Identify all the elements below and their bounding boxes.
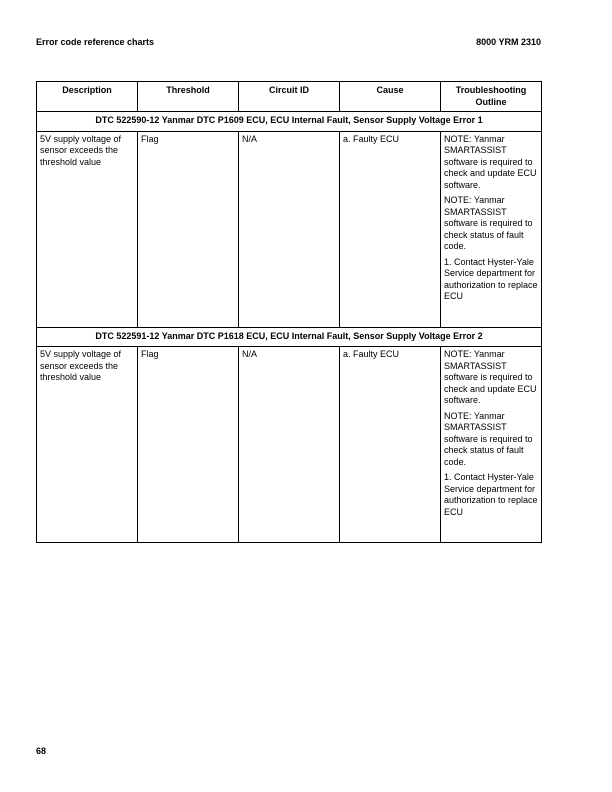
circuit-id-cell: N/A: [239, 347, 340, 543]
description-cell: 5V supply voltage of sensor exceeds the threshold value: [37, 131, 138, 327]
table-row: [37, 131, 542, 327]
troubleshooting-outline-cell: [441, 347, 542, 543]
description-cell: 5V supply voltage of sensor exceeds the threshold value: [37, 347, 138, 543]
outline-note: NOTE: Yanmar SMARTASSIST software is required to check status of fault code.: [444, 195, 533, 251]
outline-step: 1. Contact Hyster-Yale Service department for authorization to replace ECU: [444, 256, 538, 301]
dtc-title-row: [37, 327, 542, 347]
column-header-cause: Cause: [340, 82, 441, 112]
column-header-threshold: Threshold: [138, 82, 239, 112]
outline-step: 1. Contact Hyster-Yale Service department for authorization to replace ECU: [444, 472, 538, 517]
dtc-title: DTC 522591-12 Yanmar DTC P1618 ECU, ECU Internal Fault, Sensor Supply Voltage Error 2: [37, 327, 542, 347]
dtc-title-row: [37, 112, 542, 132]
threshold-cell: Flag: [138, 347, 239, 543]
column-header-description: Description: [37, 82, 138, 112]
column-header-troubleshooting-outline: Troubleshooting Outline: [441, 82, 542, 112]
page-number: 68: [36, 746, 47, 756]
outline-note: NOTE: Yanmar SMARTASSIST software is required to check and update ECU software.: [444, 349, 537, 405]
error-code-table: [36, 81, 542, 543]
circuit-id-cell: N/A: [239, 131, 340, 327]
outline-note: NOTE: Yanmar SMARTASSIST software is required to check and update ECU software.: [444, 133, 537, 190]
dtc-title: DTC 522590-12 Yanmar DTC P1609 ECU, ECU Internal Fault, Sensor Supply Voltage Error 1: [37, 112, 542, 132]
running-header-doc-number: 8000 YRM 2310: [476, 37, 541, 47]
cause-cell: a. Faulty ECU: [340, 131, 441, 327]
table-row: [37, 347, 542, 543]
troubleshooting-outline-cell: [441, 131, 542, 327]
threshold-cell: Flag: [138, 131, 239, 327]
cause-cell: a. Faulty ECU: [340, 347, 441, 543]
table-header-row: [37, 82, 542, 112]
running-header-title: Error code reference charts: [36, 37, 155, 47]
column-header-circuit-id: Circuit ID: [239, 82, 340, 112]
outline-note: NOTE: Yanmar SMARTASSIST software is required to check status of fault code.: [444, 410, 533, 467]
